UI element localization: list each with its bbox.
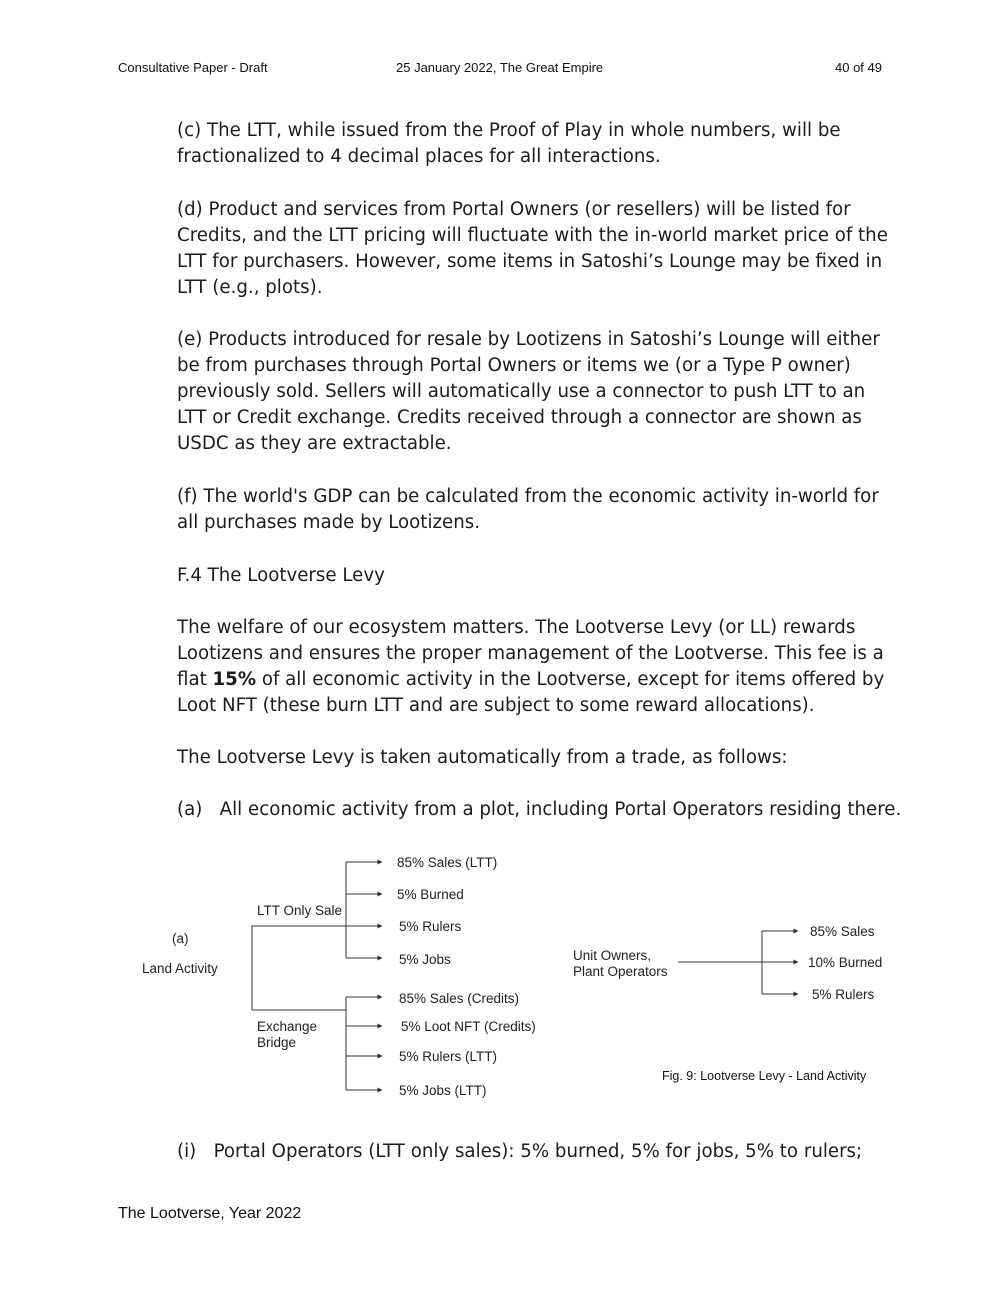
unit-item-burned: 10% Burned [808, 955, 883, 970]
paragraph-levy-intro: The Lootverse Levy is taken automatically from a trade, as follows: [177, 747, 788, 768]
plant-operators-label: Plant Operators [573, 964, 668, 979]
connector-land-ltt [252, 926, 346, 1010]
root-label-a: (a) [172, 931, 189, 946]
paragraph-levy: The welfare of our ecosystem matters. The Lootverse Levy (or LL) rewards Lootizens and ensures the proper management of the Lootverse. This fee is a flat 15% of all economic activity in the Lootverse, except for items offered by Loot NFT (these burn LTT and are subject to some reward allocations). [177, 617, 885, 716]
levy-diagram [0, 840, 1000, 1120]
branch-exchange: Exchange [257, 1019, 318, 1034]
unit-owners-label: Unit Owners, [573, 948, 652, 963]
ltt-item-sales: 85% Sales (LTT) [397, 855, 498, 870]
footer: The Lootverse, Year 2022 [118, 1205, 302, 1222]
paragraph-d: (d) Product and services from Portal Owners (or resellers) will be listed for Credits, and the LTT pricing will fluctuate with the in-world market price of the LTT for purchasers. However, some items in Satoshi’s Lounge may be fixed in LTT (e.g., plots). [177, 199, 888, 298]
exchange-item-jobs: 5% Jobs (LTT) [399, 1083, 487, 1098]
section-heading: F.4 The Lootverse Levy [177, 565, 385, 586]
paragraph-c: (c) The LTT, while issued from the Proof of Play in whole numbers, will be fractionalized to 4 decimal places for all interactions. [177, 120, 841, 167]
exchange-item-sales: 85% Sales (Credits) [399, 991, 520, 1006]
figure-caption: Fig. 9: Lootverse Levy - Land Activity [662, 1069, 867, 1083]
branch-bridge: Bridge [257, 1035, 297, 1050]
ltt-item-jobs: 5% Jobs [399, 952, 451, 967]
root-label-land-activity: Land Activity [142, 961, 218, 976]
list-item-i: (i) Portal Operators (LTT only sales): 5% burned, 5% for jobs, 5% to rulers; [177, 1141, 863, 1162]
exchange-item-loot-nft: 5% Loot NFT (Credits) [401, 1019, 536, 1034]
paragraph-e: (e) Products introduced for resale by Lootizens in Satoshi’s Lounge will either be from purchases through Portal Owners or items we (or a Type P owner) previously sold. Sellers will automatically use a connector to push LTT to an LTT or Credit exchange. Credits received through a connector are shown as USDC as they are extractable. [177, 329, 880, 454]
ltt-item-burned: 5% Burned [397, 887, 464, 902]
levy-percentage: 15% [212, 669, 257, 690]
unit-item-rulers: 5% Rulers [812, 987, 875, 1002]
list-item-a: (a) All economic activity from a plot, including Portal Operators residing there. [177, 799, 902, 820]
exchange-item-rulers: 5% Rulers (LTT) [399, 1049, 498, 1064]
paragraph-f: (f) The world's GDP can be calculated from the economic activity in-world for all purchases made by Lootizens. [177, 486, 879, 533]
header-doc-type: Consultative Paper - Draft [118, 60, 268, 75]
unit-item-sales: 85% Sales [810, 924, 875, 939]
header-date: 25 January 2022, The Great Empire [396, 60, 604, 75]
header-page-number: 40 of 49 [835, 60, 882, 75]
branch-ltt-only-sale: LTT Only Sale [257, 903, 343, 918]
ltt-item-rulers: 5% Rulers [399, 919, 462, 934]
